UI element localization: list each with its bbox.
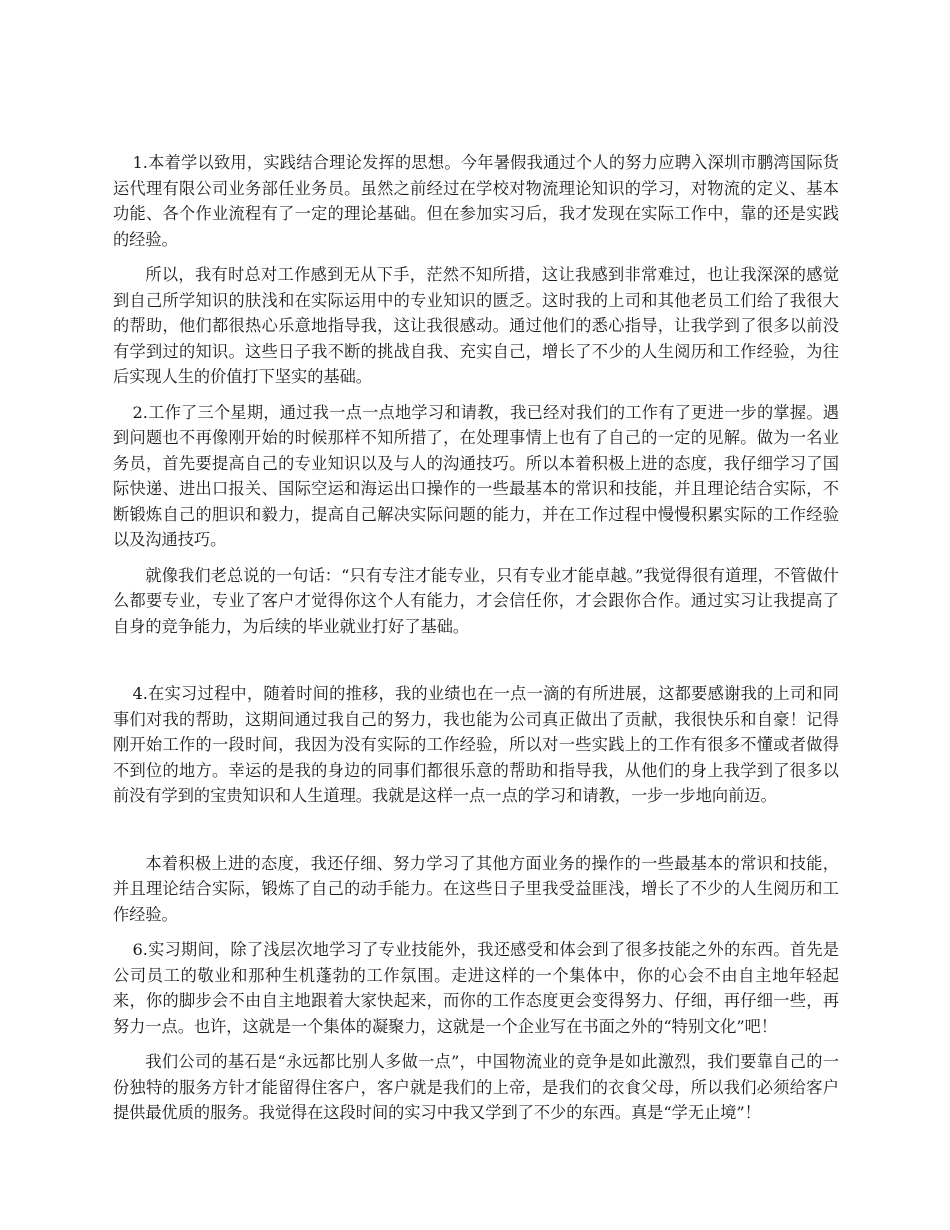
paragraph-3: 2.工作了三个星期，通过我一点一点地学习和请教，我已经对我们的工作有了更进一步的掌握。遇到问题也不再像刚开始的时候那样不知所措了，在处理事情上也有了自己的一定的见解。做为一名业务员，首先要提高自己的专业知识以及与人的沟通技巧。所以本着积极上进的态度，我仔细学习了国际快递、进出口报关、国际空运和海运出口操作的一些最基本的常识和技能，并且理论结合实际，不断锻炼自己的胆识和毅力，提高自己解决实际问题的能力，并在工作过程中慢慢积累实际的工作经验以及沟通技巧。 (113, 402, 839, 549)
paragraph-4: 就像我们老总说的一句话：“只有专注才能专业，只有专业才能卓越。”我觉得很有道理，不管做什么都要专业，专业了客户才觉得你这个人有能力，才会信任你，才会跟你合作。通过实习让我提高了自身的竞争能力，为后续的毕业就业打好了基础。 (113, 565, 839, 636)
section-gap (113, 649, 839, 681)
document-body (113, 150, 839, 1136)
paragraph-7: 6.实习期间，除了浅层次地学习了专业技能外，我还感受和体会到了很多技能之外的东西。首先是公司员工的敬业和那种生机蓬勃的工作氛围。走进这样的一个集体中，你的心会不由自主地年轻起来，你的脚步会不由自主地跟着大家快起来，而你的工作态度更会变得努力、仔细，再仔细一些，再努力一点。也许，这就是一个集体的凝聚力，这就是一个企业写在书面之外的“特别文化”吧！ (113, 940, 839, 1036)
paragraph-2: 所以，我有时总对工作感到无从下手，茫然不知所措，这让我感到非常难过，也让我深深的感觉到自己所学知识的肤浅和在实际运用中的专业知识的匮乏。这时我的上司和其他老员工们给了我很大的帮助，他们都很热心乐意地指导我，这让我很感动。通过他们的悉心指导，让我学到了很多以前没有学到过的知识。这些日子我不断的挑战自我、充实自己，增长了不少的人生阅历和工作经验，为往后实现人生的价值打下坚实的基础。 (113, 265, 839, 386)
paragraph-5: 4.在实习过程中，随着时间的推移，我的业绩也在一点一滴的有所进展，这都要感谢我的上司和同事们对我的帮助，这期间通过我自己的努力，我也能为公司真正做出了贡献，我很快乐和自豪！记得刚开始工作的一段时间，我因为没有实际的工作经验，所以对一些实践上的工作有很多不懂或者做得不到位的地方。幸运的是我的身边的同事们都很乐意的帮助和指导我，从他们的身上我学到了很多以前没有学到的宝贵知识和人生道理。我就是这样一点一点的学习和请教，一步一步地向前迈。 (113, 684, 839, 805)
paragraph-6: 本着积极上进的态度，我还仔细、努力学习了其他方面业务的操作的一些最基本的常识和技能，并且理论结合实际，锻炼了自己的动手能力。在这些日子里我受益匪浅，增长了不少的人生阅历和工作经验。 (113, 853, 839, 924)
paragraph-1: 1.本着学以致用，实践结合理论发挥的思想。今年暑假我通过个人的努力应聘入深圳市鹏湾国际货运代理有限公司业务部任业务员。虽然之前经过在学校对物流理论知识的学习，对物流的定义、基本功能、各个作业流程有了一定的理论基础。但在参加实习后，我才发现在实际工作中，靠的还是实践的经验。 (113, 153, 839, 249)
paragraph-8: 我们公司的基石是“永远都比别人多做一点”，中国物流业的竞争是如此激烈，我们要靠自己的一份独特的服务方针才能留得住客户，客户就是我们的上帝，是我们的衣食父母，所以我们必须给客户提供最优质的服务。我觉得在这段时间的实习中我又学到了不少的东西。真是“学无止境”！ (113, 1052, 839, 1122)
section-gap (113, 819, 839, 851)
